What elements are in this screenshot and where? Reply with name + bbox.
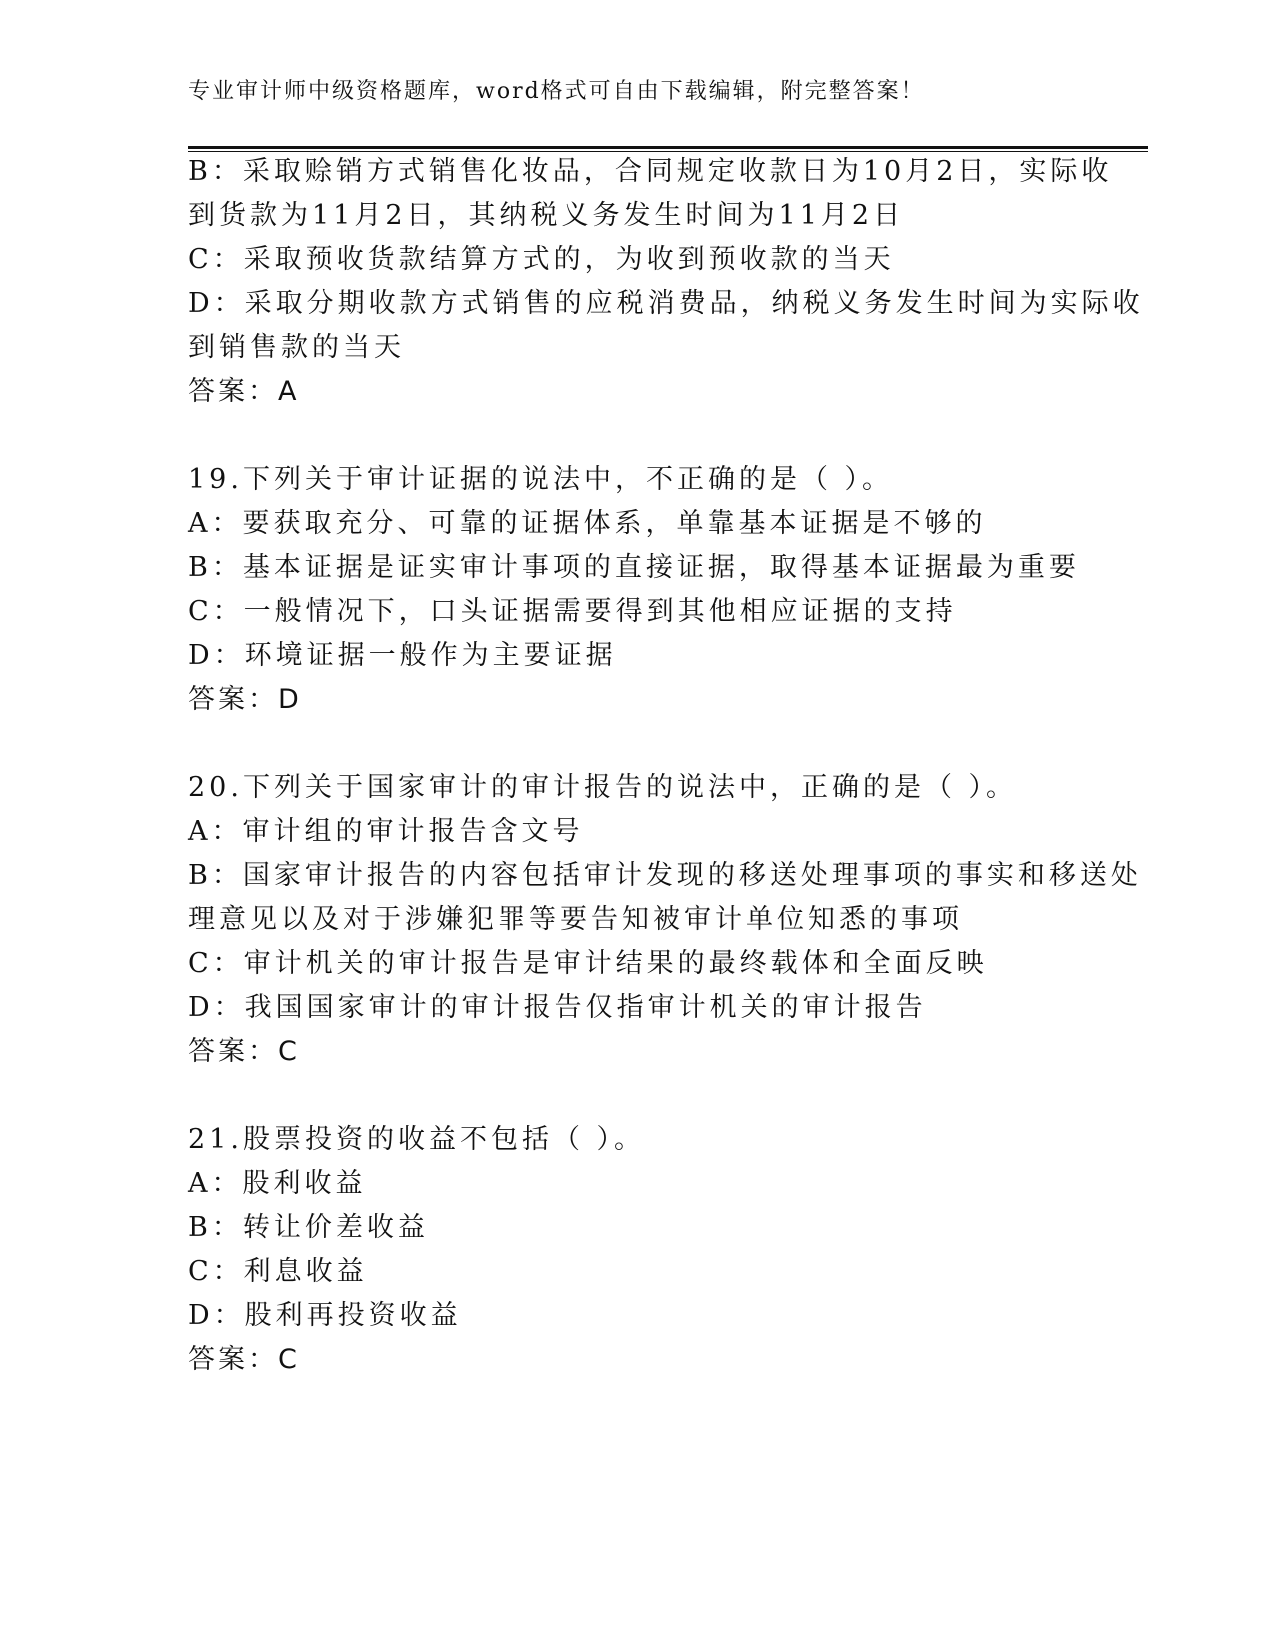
q18-answer: 答案：A — [188, 376, 300, 407]
q18-option-d-line2: 到销售款的当天 — [188, 332, 405, 363]
header-rule-thin — [188, 151, 1148, 152]
q20-option-d: D：我国国家审计的审计报告仅指审计机关的审计报告 — [188, 992, 927, 1023]
q19-option-d: D：环境证据一般作为主要证据 — [188, 640, 617, 671]
q21-answer: 答案：C — [188, 1344, 300, 1375]
q21-option-b: B：转让价差收益 — [188, 1212, 429, 1243]
page-header: 专业审计师中级资格题库，word格式可自由下载编辑，附完整答案！ — [188, 79, 925, 104]
q21-question: 21.股票投资的收益不包括（ ）。 — [188, 1124, 646, 1155]
q19-option-b: B：基本证据是证实审计事项的直接证据，取得基本证据最为重要 — [188, 552, 1080, 583]
q21-option-c: C：利息收益 — [188, 1256, 368, 1287]
q20-option-b-line1: B：国家审计报告的内容包括审计发现的移送处理事项的事实和移送处 — [188, 860, 1142, 891]
q19-answer: 答案：D — [188, 684, 302, 715]
q20-answer: 答案：C — [188, 1036, 300, 1067]
q20-question: 20.下列关于国家审计的审计报告的说法中，正确的是（ ）。 — [188, 772, 1018, 803]
q18-option-c: C：采取预收货款结算方式的，为收到预收款的当天 — [188, 244, 895, 275]
q21-option-a: A：股利收益 — [188, 1168, 367, 1199]
q21-option-d: D：股利再投资收益 — [188, 1300, 462, 1331]
header-rule-thick — [188, 146, 1148, 149]
q19-question: 19.下列关于审计证据的说法中，不正确的是（ ）。 — [188, 464, 894, 495]
q20-option-c: C：审计机关的审计报告是审计结果的最终载体和全面反映 — [188, 948, 988, 979]
q19-option-a: A：要获取充分、可靠的证据体系，单靠基本证据是不够的 — [188, 508, 987, 539]
q20-option-a: A：审计组的审计报告含文号 — [188, 816, 584, 847]
q19-option-c: C：一般情况下，口头证据需要得到其他相应证据的支持 — [188, 596, 957, 627]
q18-option-d-line1: D：采取分期收款方式销售的应税消费品，纳税义务发生时间为实际收 — [188, 288, 1144, 319]
q20-option-b-line2: 理意见以及对于涉嫌犯罪等要告知被审计单位知悉的事项 — [188, 904, 963, 935]
q18-option-b-line2: 到货款为11月2日，其纳税义务发生时间为11月2日 — [188, 200, 905, 231]
q18-option-b-line1: B：采取赊销方式销售化妆品，合同规定收款日为10月2日，实际收 — [188, 156, 1113, 187]
